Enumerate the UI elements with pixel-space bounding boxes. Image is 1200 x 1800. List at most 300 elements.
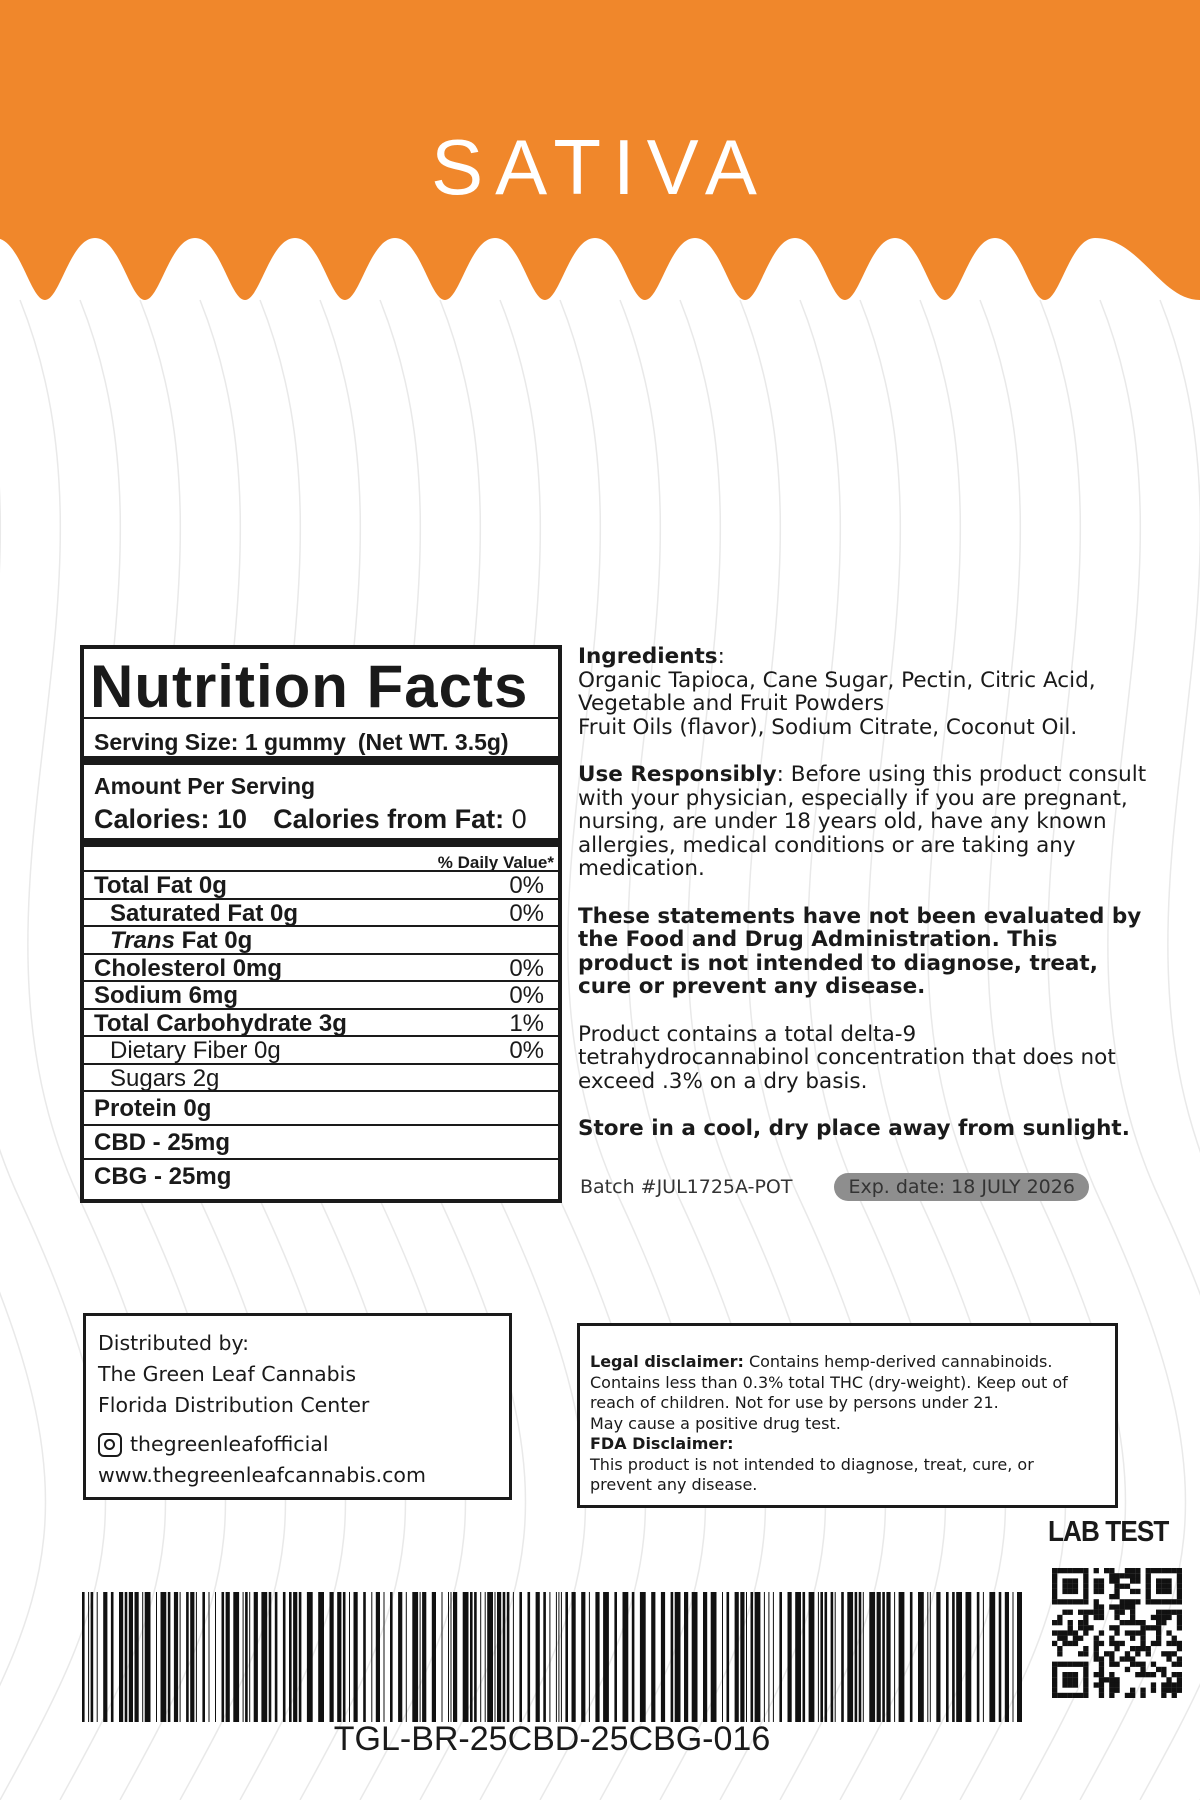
qr-module — [1073, 1636, 1078, 1641]
legal-disclaimer-label: Legal disclaimer: — [590, 1352, 744, 1371]
qr-module — [1146, 1578, 1151, 1583]
qr-module — [1135, 1646, 1140, 1651]
qr-module — [1166, 1589, 1171, 1594]
qr-module — [1156, 1615, 1161, 1620]
nutrient-name: Total Carbohydrate 3g — [94, 1009, 347, 1037]
qr-module — [1073, 1578, 1078, 1583]
qr-module — [1052, 1682, 1057, 1687]
qr-module — [1161, 1610, 1166, 1615]
qr-module — [1130, 1620, 1135, 1625]
qr-module — [1109, 1578, 1114, 1583]
barcode-bar — [88, 1592, 89, 1722]
nutrient-daily-value: 0% — [509, 1037, 544, 1064]
barcode-bar — [684, 1592, 688, 1722]
qr-module — [1125, 1620, 1130, 1625]
qr-module — [1068, 1620, 1073, 1625]
qr-module — [1099, 1662, 1104, 1667]
qr-module — [1140, 1662, 1145, 1667]
qr-module — [1073, 1568, 1078, 1573]
barcode-bar — [209, 1592, 210, 1722]
barcode-bar — [847, 1592, 853, 1722]
qr-module — [1120, 1610, 1125, 1615]
qr-module — [1135, 1630, 1140, 1635]
qr-module — [1083, 1625, 1088, 1630]
nutrient-daily-value: 0% — [509, 872, 544, 899]
qr-module — [1140, 1630, 1145, 1635]
qr-module — [1172, 1651, 1177, 1656]
barcode-bar — [261, 1592, 267, 1722]
barcode-bar — [528, 1592, 531, 1722]
qr-module — [1083, 1620, 1088, 1625]
barcode-bar — [977, 1592, 980, 1722]
nutrient-name: Total Fat 0g — [94, 872, 227, 899]
nutrient-row — [84, 1010, 558, 1038]
ingredients-label: Ingredients — [578, 644, 718, 669]
qr-module — [1151, 1568, 1156, 1573]
qr-module — [1130, 1693, 1135, 1698]
qr-module — [1120, 1584, 1125, 1589]
qr-module — [1109, 1656, 1114, 1661]
qr-module — [1140, 1620, 1145, 1625]
qr-module — [1114, 1589, 1119, 1594]
nutrient-label — [94, 900, 298, 926]
barcode-bar — [768, 1592, 769, 1722]
barcode-bar — [711, 1592, 717, 1722]
qr-module — [1125, 1599, 1130, 1604]
qr-module — [1083, 1677, 1088, 1682]
qr-module — [1177, 1589, 1182, 1594]
qr-module — [1151, 1672, 1156, 1677]
calories: Calories: 10 — [94, 804, 248, 834]
qr-module — [1177, 1677, 1182, 1682]
qr-module — [1177, 1641, 1182, 1646]
barcode-bar — [946, 1592, 949, 1722]
fda-statement: These statements have not been evaluated by the Food and Drug Administration. This product is not intended to diagnose, treat, cure or prevent any disease. — [578, 903, 1142, 999]
qr-module — [1166, 1584, 1171, 1589]
qr-module — [1125, 1693, 1130, 1698]
qr-module — [1114, 1682, 1119, 1687]
barcode-bar — [989, 1592, 995, 1722]
qr-module — [1166, 1568, 1171, 1573]
barcode-bar — [398, 1592, 402, 1722]
qr-module — [1083, 1615, 1088, 1620]
qr-module — [1166, 1688, 1171, 1693]
qr-module — [1125, 1604, 1130, 1609]
qr-module — [1161, 1620, 1166, 1625]
qr-module — [1099, 1615, 1104, 1620]
qr-module — [1109, 1625, 1114, 1630]
qr-module — [1052, 1599, 1057, 1604]
qr-module — [1151, 1641, 1156, 1646]
barcode-bar — [581, 1592, 585, 1722]
qr-module — [1177, 1610, 1182, 1615]
barcode-bar — [803, 1592, 806, 1722]
barcode-bar — [495, 1592, 496, 1722]
qr-module — [1052, 1589, 1057, 1594]
qr-module — [1177, 1594, 1182, 1599]
barcode-bar — [168, 1592, 171, 1722]
qr-module — [1156, 1599, 1161, 1604]
fda-text: prevent any disease. — [590, 1475, 758, 1494]
qr-module — [1073, 1589, 1078, 1594]
barcode-bar — [275, 1592, 278, 1722]
qr-module — [1062, 1682, 1067, 1687]
qr-module — [1125, 1573, 1130, 1578]
nutrition-facts-title: Nutrition Facts — [84, 649, 558, 719]
qr-module — [1094, 1651, 1099, 1656]
qr-module — [1177, 1620, 1182, 1625]
qr-module — [1073, 1599, 1078, 1604]
qr-module — [1166, 1651, 1171, 1656]
barcode-bar — [899, 1592, 905, 1722]
qr-module — [1156, 1610, 1161, 1615]
website-link[interactable]: www.thegreenleafcannabis.com — [98, 1463, 426, 1487]
barcode-bar — [930, 1592, 931, 1722]
qr-module — [1114, 1677, 1119, 1682]
qr-module — [1109, 1693, 1114, 1698]
qr-module — [1114, 1610, 1119, 1615]
qr-module — [1052, 1573, 1057, 1578]
nutrient-daily-value: 0% — [509, 899, 544, 927]
qr-module — [1130, 1573, 1135, 1578]
nutrient-daily-value: 0% — [509, 982, 544, 1009]
qr-module — [1120, 1604, 1125, 1609]
qr-module — [1057, 1599, 1062, 1604]
qr-module — [1140, 1693, 1145, 1698]
barcode-bar — [453, 1592, 457, 1722]
qr-module — [1094, 1656, 1099, 1661]
barcode-bar — [485, 1592, 486, 1722]
barcode-bar — [623, 1592, 629, 1722]
qr-module — [1109, 1688, 1114, 1693]
qr-module — [1172, 1662, 1177, 1667]
qr-module — [1052, 1672, 1057, 1677]
qr-module — [1109, 1677, 1114, 1682]
qr-module — [1125, 1568, 1130, 1573]
net-weight: (Net WT. 3.5g) — [357, 729, 509, 755]
product-information — [578, 645, 1148, 1165]
barcode-bar — [795, 1592, 801, 1722]
barcode-bar — [422, 1592, 426, 1722]
qr-module — [1140, 1636, 1145, 1641]
qr-module — [1062, 1641, 1067, 1646]
barcode-bar — [936, 1592, 940, 1722]
calories-from-fat-label: Calories from Fat: — [273, 804, 505, 834]
qr-module — [1161, 1693, 1166, 1698]
barcode-bar — [956, 1592, 962, 1722]
barcode-bar — [632, 1592, 635, 1722]
qr-module — [1083, 1693, 1088, 1698]
qr-module — [1156, 1589, 1161, 1594]
qr-module — [1057, 1651, 1062, 1656]
barcode-bar — [983, 1592, 984, 1722]
barcode-bar — [451, 1592, 452, 1722]
barcode-bar — [820, 1592, 823, 1722]
use-responsibly — [578, 763, 1148, 881]
nutrient-daily-value: 1% — [509, 1009, 544, 1037]
barcode-bar — [390, 1592, 393, 1722]
qr-module — [1052, 1662, 1057, 1667]
qr-module — [1114, 1641, 1119, 1646]
ingredients-line: Vegetable and Fruit Powders — [578, 691, 885, 716]
qr-module — [1172, 1693, 1177, 1698]
lab-test-qr-code[interactable] — [1052, 1568, 1182, 1698]
barcode-bar — [614, 1592, 617, 1722]
qr-module — [1068, 1630, 1073, 1635]
qr-module — [1114, 1688, 1119, 1693]
qr-module — [1078, 1599, 1083, 1604]
qr-module — [1177, 1625, 1182, 1630]
qr-module — [1094, 1682, 1099, 1687]
qr-module — [1120, 1599, 1125, 1604]
qr-module — [1104, 1568, 1109, 1573]
batch-number: Batch #JUL1725A-POT — [580, 1176, 793, 1198]
qr-module — [1172, 1672, 1177, 1677]
barcode-bar — [910, 1592, 913, 1722]
barcode-bar — [432, 1592, 436, 1722]
nutrient-label — [94, 1010, 347, 1036]
fda-text: This product is not intended to diagnose, treat, cure, or — [590, 1454, 1034, 1474]
qr-module — [1068, 1589, 1073, 1594]
qr-module — [1099, 1677, 1104, 1682]
nutrient-name: Sodium 6mg — [94, 982, 239, 1009]
qr-module — [1094, 1610, 1099, 1615]
qr-module — [1135, 1651, 1140, 1656]
qr-module — [1057, 1636, 1062, 1641]
qr-module — [1109, 1672, 1114, 1677]
fda-disclaimer-label: FDA Disclaimer: — [590, 1434, 734, 1453]
barcode-bar — [831, 1592, 834, 1722]
barcode-bar — [119, 1592, 123, 1722]
qr-module — [1073, 1584, 1078, 1589]
qr-module — [1073, 1677, 1078, 1682]
nutrition-facts-panel — [80, 645, 562, 1203]
qr-module — [1062, 1578, 1067, 1583]
barcode-bar — [293, 1592, 297, 1722]
qr-module — [1062, 1610, 1067, 1615]
qr-module — [1156, 1641, 1161, 1646]
qr-module — [1083, 1610, 1088, 1615]
qr-module — [1099, 1641, 1104, 1646]
qr-module — [1083, 1688, 1088, 1693]
qr-module — [1114, 1573, 1119, 1578]
qr-module — [1062, 1599, 1067, 1604]
barcode-bar — [480, 1592, 481, 1722]
barcode-bar — [82, 1592, 85, 1722]
barcode-bar — [869, 1592, 875, 1722]
qr-module — [1062, 1568, 1067, 1573]
qr-module — [1130, 1630, 1135, 1635]
barcode-bar — [299, 1592, 302, 1722]
barcode-bar — [966, 1592, 972, 1722]
barcode-bar — [886, 1592, 890, 1722]
qr-module — [1073, 1682, 1078, 1687]
qr-module — [1156, 1630, 1161, 1635]
barcode-bar — [180, 1592, 181, 1722]
qr-module — [1057, 1568, 1062, 1573]
qr-module — [1172, 1636, 1177, 1641]
nutrient-label — [94, 1160, 231, 1194]
qr-module — [1109, 1604, 1114, 1609]
qr-module — [1083, 1568, 1088, 1573]
qr-module — [1109, 1568, 1114, 1573]
barcode-bar — [1017, 1592, 1022, 1722]
barcode-bar — [145, 1592, 151, 1722]
qr-module — [1114, 1662, 1119, 1667]
daily-value-header: % Daily Value* — [84, 847, 558, 872]
barcode-bar — [507, 1592, 510, 1722]
barcode-bar — [735, 1592, 739, 1722]
qr-module — [1151, 1599, 1156, 1604]
legal-text: Contains less than 0.3% total THC (dry-weight). Keep out of — [590, 1372, 1068, 1392]
barcode-bar — [671, 1592, 674, 1722]
barcode-bar — [556, 1592, 557, 1722]
qr-module — [1130, 1656, 1135, 1661]
qr-module — [1083, 1578, 1088, 1583]
qr-module — [1135, 1672, 1140, 1677]
barcode-bar — [894, 1592, 895, 1722]
qr-module — [1125, 1656, 1130, 1661]
barcode-bar — [855, 1592, 858, 1722]
qr-module — [1062, 1589, 1067, 1594]
barcode-bar — [825, 1592, 828, 1722]
qr-module — [1177, 1662, 1182, 1667]
barcode-bar — [764, 1592, 765, 1722]
qr-module — [1166, 1615, 1171, 1620]
qr-module — [1078, 1636, 1083, 1641]
qr-module — [1114, 1584, 1119, 1589]
qr-module — [1083, 1584, 1088, 1589]
qr-module — [1177, 1584, 1182, 1589]
nutrient-row — [84, 927, 558, 955]
qr-module — [1146, 1573, 1151, 1578]
barcode — [82, 1592, 1022, 1722]
barcode-bar — [536, 1592, 540, 1722]
qr-module — [1166, 1641, 1171, 1646]
qr-module — [1135, 1662, 1140, 1667]
distributed-by-label: Distributed by: — [98, 1331, 250, 1355]
nutrient-name: Fat 0g — [181, 927, 253, 954]
qr-module — [1161, 1672, 1166, 1677]
qr-module — [1078, 1610, 1083, 1615]
barcode-bar — [289, 1592, 292, 1722]
qr-module — [1151, 1662, 1156, 1667]
qr-module — [1125, 1667, 1130, 1672]
qr-module — [1151, 1688, 1156, 1693]
qr-module — [1099, 1688, 1104, 1693]
qr-module — [1099, 1604, 1104, 1609]
qr-module — [1094, 1599, 1099, 1604]
qr-module — [1109, 1641, 1114, 1646]
use-responsibly-label: Use Responsibly — [578, 762, 777, 787]
ingredients-line: Organic Tapioca, Cane Sugar, Pectin, Citric Acid, — [578, 667, 1096, 693]
qr-module — [1146, 1672, 1151, 1677]
qr-module — [1078, 1693, 1083, 1698]
qr-module — [1083, 1646, 1088, 1651]
barcode-bar — [727, 1592, 730, 1722]
nutrient-name: Dietary Fiber 0g — [110, 1037, 281, 1064]
barcode-bar — [226, 1592, 230, 1722]
qr-module — [1161, 1599, 1166, 1604]
qr-module — [1073, 1672, 1078, 1677]
qr-module — [1078, 1568, 1083, 1573]
qr-module — [1120, 1641, 1125, 1646]
qr-module — [1094, 1578, 1099, 1583]
qr-module — [1151, 1682, 1156, 1687]
barcode-bar — [809, 1592, 815, 1722]
qr-module — [1094, 1589, 1099, 1594]
qr-module — [1099, 1682, 1104, 1687]
qr-module — [1068, 1584, 1073, 1589]
barcode-bar — [406, 1592, 407, 1722]
barcode-bar — [474, 1592, 477, 1722]
qr-module — [1078, 1625, 1083, 1630]
storage-instructions: Store in a cool, dry place away from sunlight. — [578, 1116, 1130, 1141]
barcode-bar — [412, 1592, 418, 1722]
qr-module — [1109, 1651, 1114, 1656]
barcode-bar — [420, 1592, 421, 1722]
nutrient-row — [84, 1065, 558, 1093]
qr-module — [1114, 1578, 1119, 1583]
barcode-bar — [746, 1592, 747, 1722]
qr-module — [1114, 1615, 1119, 1620]
qr-module — [1125, 1651, 1130, 1656]
barcode-bar — [572, 1592, 576, 1722]
legal-text: Contains hemp-derived cannabinoids. — [743, 1352, 1053, 1371]
barcode-bar — [233, 1592, 239, 1722]
qr-module — [1140, 1646, 1145, 1651]
qr-module — [1135, 1573, 1140, 1578]
qr-module — [1161, 1682, 1166, 1687]
qr-module — [1125, 1630, 1130, 1635]
instagram-handle[interactable]: thegreenleafofficial — [130, 1432, 329, 1456]
ingredients: Ingredients: Organic Tapioca, Cane Sugar, Pectin, Citric Acid, Vegetable and Fruit Powders Fruit Oils (flavor), Sodium Citrate, Coconut Oil. — [578, 644, 1096, 740]
qr-module — [1172, 1599, 1177, 1604]
qr-module — [1172, 1682, 1177, 1687]
qr-module — [1177, 1568, 1182, 1573]
barcode-bar — [773, 1592, 774, 1722]
qr-module — [1146, 1568, 1151, 1573]
barcode-bar — [243, 1592, 244, 1722]
qr-module — [1099, 1630, 1104, 1635]
qr-module — [1130, 1599, 1135, 1604]
qr-module — [1130, 1615, 1135, 1620]
qr-module — [1099, 1693, 1104, 1698]
qr-module — [1068, 1610, 1073, 1615]
qr-module — [1083, 1573, 1088, 1578]
amount-per-serving: Amount Per Serving — [94, 773, 316, 799]
nutrient-label — [94, 1037, 281, 1063]
qr-module — [1130, 1589, 1135, 1594]
qr-module — [1052, 1594, 1057, 1599]
qr-module — [1166, 1610, 1171, 1615]
qr-module — [1068, 1568, 1073, 1573]
barcode-bar — [651, 1592, 655, 1722]
barcode-bar — [249, 1592, 250, 1722]
barcode-bar — [503, 1592, 506, 1722]
barcode-bar — [497, 1592, 501, 1722]
barcode-bar — [999, 1592, 1002, 1722]
barcode-bar — [125, 1592, 128, 1722]
qr-module — [1083, 1630, 1088, 1635]
barcode-bar — [543, 1592, 546, 1722]
qr-module — [1166, 1630, 1171, 1635]
qr-module — [1068, 1625, 1073, 1630]
qr-module — [1166, 1599, 1171, 1604]
qr-module — [1083, 1589, 1088, 1594]
barcode-bar — [318, 1592, 324, 1722]
distributor-box — [83, 1313, 512, 1500]
